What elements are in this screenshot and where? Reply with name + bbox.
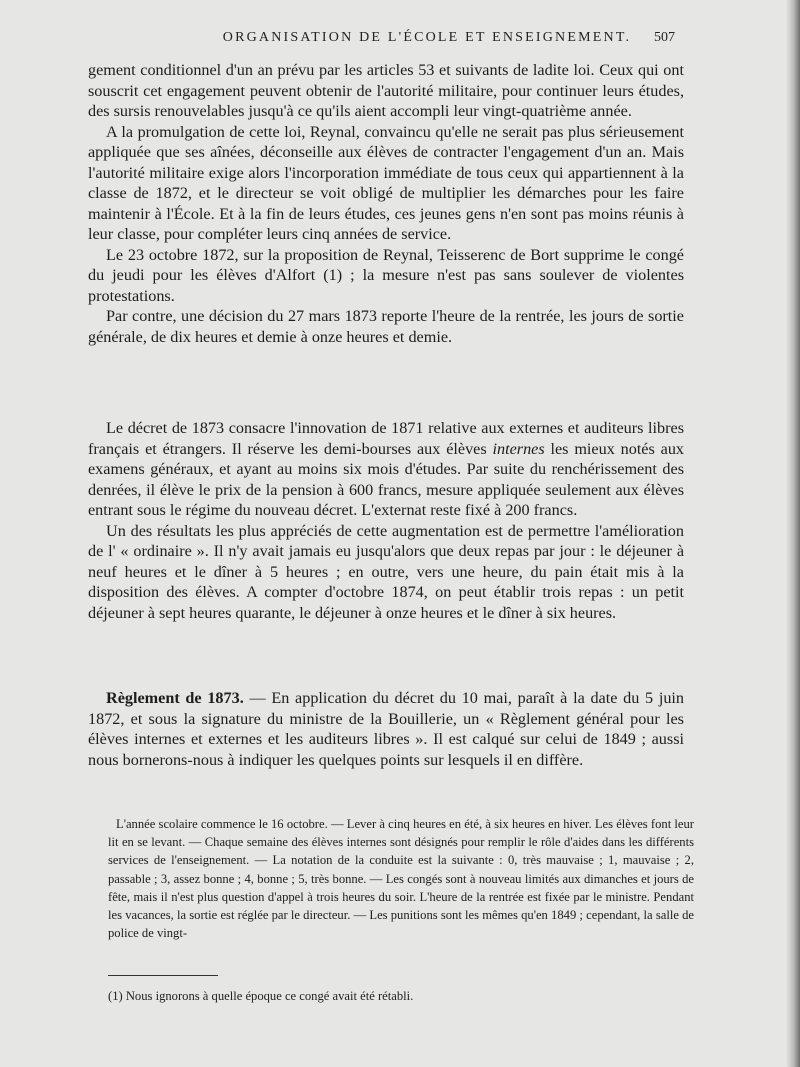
text-block-1 <box>88 60 684 347</box>
italic-internes: internes <box>492 439 545 458</box>
paragraph-decret-1873 <box>88 418 684 521</box>
section-heading-reglement: Règlement de 1873. <box>106 689 244 707</box>
footnote: (1) Nous ignorons à quelle époque ce congé avait été rétabli. <box>108 989 414 1003</box>
footnote-rule <box>108 975 218 976</box>
small-print-block <box>108 815 694 942</box>
paragraph-conge-jeudi: Le 23 octobre 1872, sur la proposition de Reynal, Teisserenc de Bort supprime le congé du jeudi pour les élèves d'Alfort (1) ; la mesure n'est pas sans soulever de violentes protestations. <box>88 245 684 305</box>
paragraph-decret-1873-part2: les mieux notés aux examens généraux, et ayant au moins six mois d'études. Par suite du renchérissement des denrées, il élève le prix de la pension à 600 francs, mesure appliquée seulement aux élèves entrant sous le régime du nouveau décret. L'externat reste fixé à 200 francs. <box>88 439 685 519</box>
paragraph-heure-rentree: Par contre, une décision du 27 mars 1873 reporte l'heure de la rentrée, les jours de sortie générale, de dix heures et demie à onze heures et demie. <box>88 307 684 346</box>
small-print-paragraph: L'année scolaire commence le 16 octobre. — Lever à cinq heures en été, à six heures en hiver. Les élèves font leur lit en se levant. — Chaque semaine des élèves internes sont désignés pour remplir le rôle d'aides dans les différents services de l'enseignement. — La notation de la conduite est la suivante : 0, très mauvaise ; 1, mauvaise ; 2, passable ; 3, assez bonne ; 4, bonne ; 5, très bonne. — Les congés sont à nouveau limités aux dimanches et jours de fête, mais il n'est plus question d'appel à trois heures du soir. L'heure de la rentrée est fixée par le ministre. Pendant les vacances, la sortie est réglée par le directeur. — Les punitions sont les mêmes qu'en 1849 ; cependant, la salle de police de vingt- <box>108 817 694 941</box>
text-block-2 <box>88 418 684 623</box>
paragraph-continuation: gement conditionnel d'un an prévu par les articles 53 et suivants de ladite loi. Ceux qui ont souscrit cet engagement peuvent obtenir de l'autorité militaire, pour continuer leurs études, des sursis renouvelables jusqu'à ce qu'ils aient accompli leur vingt-quatrième année. <box>88 61 684 120</box>
text-block-3 <box>88 688 684 770</box>
paragraph-decret-1873-part1: Le décret de 1873 consacre l'innovation de 1871 relative aux externes et auditeurs libres français et étrangers. Il réserve les demi-bourses aux élèves <box>88 419 684 458</box>
page-number: 507 <box>654 30 675 45</box>
paragraph-reglement <box>88 688 684 770</box>
paragraph-ordinaire: Un des résultats les plus appréciés de cette augmentation est de permettre l'amélioration de l' « ordinaire ». Il n'y avait jamais eu jusqu'alors que deux repas par jour : le déjeuner à neuf heures et le dîner à 5 heures ; en outre, vers une heure, du pain était mis à la disposition des élèves. A compter d'octobre 1874, on peut établir trois repas : un petit déjeuner à sept heures quarante, le déjeuner à onze heures et le dîner à six heures. <box>88 521 684 622</box>
paragraph-reglement-text: — En application du décret du 10 mai, paraît à la date du 5 juin 1872, et sous la signature du ministre de la Bouillerie, un « Règlement général pour les élèves internes et externes et les auditeurs libres ». Il est calqué sur celui de 1849 ; aussi nous bornerons-nous à indiquer les quelques points sur lesquels il en diffère. <box>88 689 684 769</box>
paragraph-promulgation: A la promulgation de cette loi, Reynal, convaincu qu'elle ne serait pas plus sérieusement appliquée que ses aînées, déconseille aux élèves de contracter l'engagement d'un an. Mais l'autorité militaire exige alors l'incorporation immédiate de tous ceux qui appartiennent à la classe de 1872, et le directeur se voit obligé de multiplier les démarches pour les faire maintenir à l'École. Et à la fin de leurs études, ces jeunes gens n'en sont pas moins réunis à leur classe, pour compléter leurs cinq années de service. <box>88 122 684 243</box>
running-title: ORGANISATION DE L'ÉCOLE ET ENSEIGNEMENT. <box>222 30 632 45</box>
page-binding-shadow <box>786 0 800 1067</box>
